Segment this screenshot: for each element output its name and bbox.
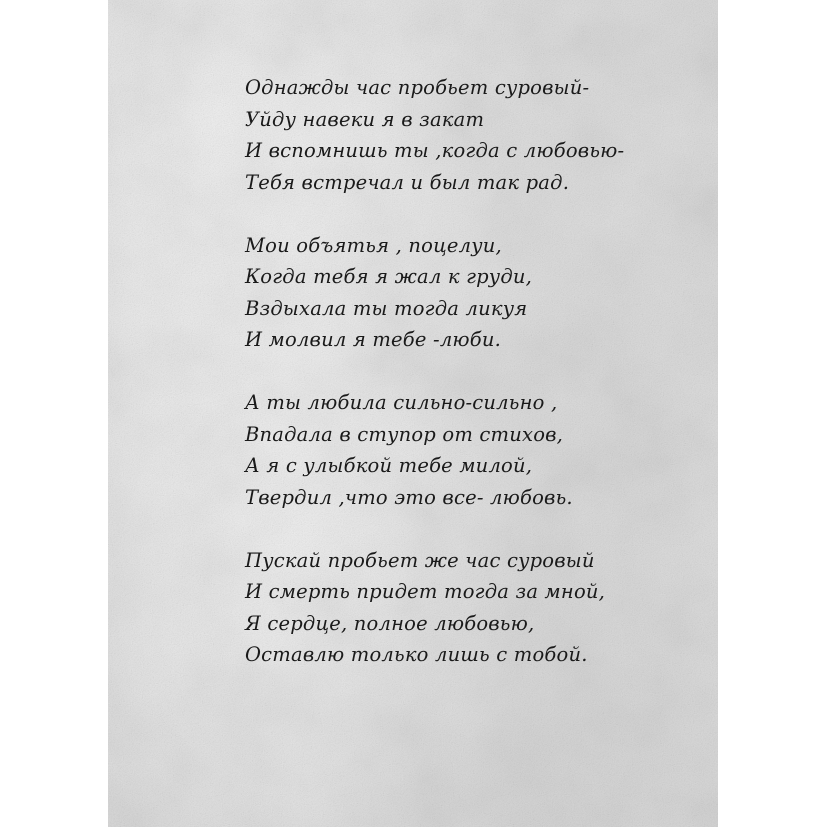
poem-line: И смерть придет тогда за мной, [245, 580, 606, 603]
stanza-4 [245, 545, 705, 671]
stanza-1 [245, 72, 705, 198]
paper-page [108, 0, 718, 827]
poem-line: Я сердце, полное любовью, [245, 611, 535, 635]
poem-line: Оставлю только лишь с тобой. [245, 643, 588, 666]
poem-line: Мои объятья , поцелуи, [245, 233, 502, 257]
poem-line: Уйду навеки я в закат [245, 107, 485, 131]
poem-line: Твердил ,что это все- любовь. [245, 485, 573, 509]
poem-line: Однажды час пробьет суровый- [245, 76, 590, 99]
stanza-3 [245, 387, 705, 513]
poem [245, 72, 705, 702]
poem-line: А я с улыбкой тебе милой, [245, 454, 533, 477]
stanza-2 [245, 230, 705, 356]
poem-line: А ты любила сильно-сильно , [245, 391, 558, 414]
poem-line: Когда тебя я жал к груди, [245, 265, 533, 288]
poem-line: И вспомнишь ты ,когда с любовью- [245, 139, 625, 162]
poem-line: И молвил я тебе -люби. [245, 328, 502, 351]
poem-line: Вздыхала ты тогда ликуя [245, 296, 528, 320]
poem-line: Тебя встречал и был так рад. [245, 170, 570, 194]
poem-line: Пускай пробьет же час суровый [245, 548, 595, 572]
poem-line: Впадала в ступор от стихов, [245, 422, 564, 446]
